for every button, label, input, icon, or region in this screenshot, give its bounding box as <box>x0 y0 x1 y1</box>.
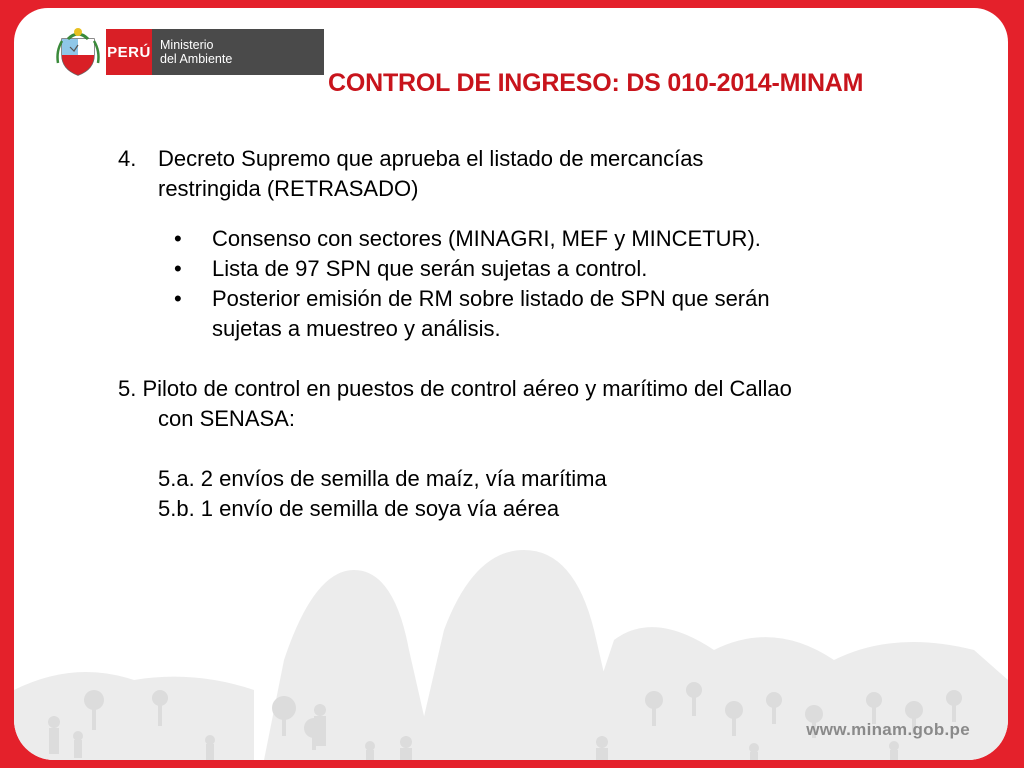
item-5a: 5.a. 2 envíos de semilla de maíz, vía marítima <box>158 466 607 491</box>
bullet-marker: • <box>174 286 182 311</box>
slide-body <box>118 144 938 524</box>
bullet-text: Lista de 97 SPN que serán sujetas a control. <box>212 256 648 281</box>
list-item <box>174 254 938 284</box>
bullet-marker: • <box>174 256 182 281</box>
bullet-marker: • <box>174 226 182 251</box>
item-4-number: 4. <box>118 146 137 171</box>
bullet-text: Consenso con sectores (MINAGRI, MEF y MINCETUR). <box>212 226 761 251</box>
item-4-bullet-list <box>174 224 938 344</box>
item-5b: 5.b. 1 envío de semilla de soya vía aérea <box>158 496 560 521</box>
list-item <box>174 224 938 254</box>
ministry-line-2: del Ambiente <box>160 52 233 66</box>
ministry-logo <box>54 22 324 82</box>
peru-mark: PERÚ <box>106 29 152 75</box>
item-5-subitems <box>118 464 938 524</box>
ministry-line-1: Ministerio <box>160 38 214 52</box>
ministry-mark <box>152 29 324 75</box>
bullet-text-line-1: Posterior emisión de RM sobre listado de SPN que serán <box>212 286 770 311</box>
item-4-line-2: restringida (RETRASADO) <box>158 176 419 201</box>
coat-of-arms-icon <box>54 25 102 79</box>
list-item <box>174 284 938 344</box>
bullet-text-line-2: sujetas a muestreo y análisis. <box>212 316 501 341</box>
item-5-line-1: 5. Piloto de control en puestos de control aéreo y marítimo del Callao <box>118 376 792 401</box>
item-4 <box>118 144 938 204</box>
item-5 <box>118 374 938 434</box>
website-url: www.minam.gob.pe <box>806 720 970 739</box>
item-4-line-1: Decreto Supremo que aprueba el listado de mercancías <box>158 146 704 171</box>
slide-card <box>14 8 1008 760</box>
item-5-line-2: con SENASA: <box>158 406 295 431</box>
slide-title: CONTROL DE INGRESO: DS 010-2014-MINAM <box>328 69 864 97</box>
